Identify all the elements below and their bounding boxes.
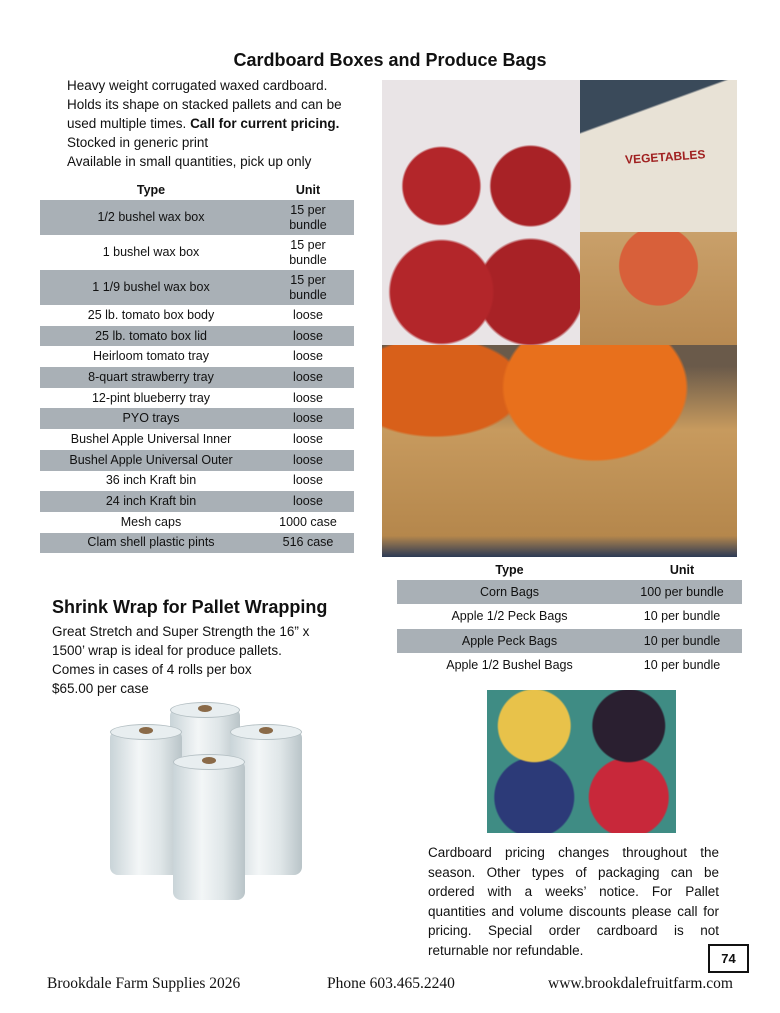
type-cell: Bushel Apple Universal Inner <box>70 431 232 446</box>
table-row <box>40 305 354 326</box>
type-cell: 1 1/9 bushel wax box <box>40 270 262 305</box>
unit-cell: loose <box>262 408 354 429</box>
table-row <box>40 471 354 492</box>
type-cell: 25 lb. tomato box body <box>87 307 215 322</box>
vegetable-boxes-photo <box>580 80 737 232</box>
footer-company: Brookdale Farm Supplies 2026 <box>47 975 241 992</box>
type-cell: Clam shell plastic pints <box>40 533 262 554</box>
table-row <box>40 512 354 533</box>
table-row <box>40 200 354 235</box>
intro-text <box>67 76 367 171</box>
col-header-type: Type <box>495 563 524 577</box>
unit-cell: loose <box>293 473 323 488</box>
boxes-table <box>40 180 354 553</box>
unit-cell: 10 per bundle <box>622 629 742 653</box>
unit-cell: 100 per bundle <box>622 580 742 604</box>
table-row <box>397 653 742 677</box>
footer-phone: Phone 603.465.2240 <box>327 975 455 992</box>
unit-cell: loose <box>262 450 354 471</box>
table-row <box>40 270 354 305</box>
type-cell: 1/2 bushel wax box <box>40 200 262 235</box>
unit-cell: 15 per bundle <box>262 200 354 235</box>
type-cell: Heirloom tomato tray <box>92 349 209 364</box>
berries-photo <box>487 690 676 833</box>
unit-cell: loose <box>262 491 354 512</box>
table-row <box>397 580 742 604</box>
col-header-unit: Unit <box>669 563 695 577</box>
table-row <box>40 346 354 367</box>
unit-cell: loose <box>293 349 323 364</box>
shrink-wrap-text <box>52 622 342 698</box>
table-row <box>40 408 354 429</box>
type-cell: PYO trays <box>40 408 262 429</box>
shrink-wrap-heading: Shrink Wrap for Pallet Wrapping <box>52 597 328 617</box>
unit-cell: 15 per bundle <box>262 270 354 305</box>
table-row <box>40 533 354 554</box>
type-cell: 8-quart strawberry tray <box>40 367 262 388</box>
table-row <box>40 450 354 471</box>
vegetables-box-label: VEGETABLES <box>624 147 706 167</box>
table-row <box>40 326 354 347</box>
shrink-wrap-rolls-photo <box>105 700 305 900</box>
intro-line: Heavy weight corrugated waxed cardboard. <box>67 78 328 93</box>
unit-cell: loose <box>293 390 323 405</box>
table-row <box>40 491 354 512</box>
type-cell: Mesh caps <box>120 514 182 529</box>
table-row <box>40 388 354 409</box>
intro-line: Stocked in generic print <box>67 135 209 150</box>
col-header-type: Type <box>136 183 166 197</box>
strawberries-photo <box>382 80 580 345</box>
type-cell: 25 lb. tomato box lid <box>40 326 262 347</box>
shrink-price: $65.00 per case <box>52 681 149 696</box>
unit-cell: loose <box>293 431 323 446</box>
call-pricing-text: Call for current pricing. <box>190 116 340 131</box>
intro-line: used multiple times. <box>67 116 191 131</box>
unit-cell: 1000 case <box>279 514 337 529</box>
table-row <box>397 604 742 628</box>
type-cell: Apple 1/2 Bushel Bags <box>446 658 573 673</box>
type-cell: Bushel Apple Universal Outer <box>40 450 262 471</box>
page-number: 74 <box>708 944 749 973</box>
table-row <box>40 429 354 450</box>
unit-cell: loose <box>262 367 354 388</box>
table-row <box>40 235 354 270</box>
bags-table <box>397 560 742 677</box>
col-header-unit: Unit <box>295 183 321 197</box>
unit-cell: loose <box>262 326 354 347</box>
unit-cell: 10 per bundle <box>643 609 721 624</box>
type-cell: 1 bushel wax box <box>102 245 200 259</box>
unit-cell: 15 per bundle <box>289 237 327 267</box>
shrink-line: Great Stretch and Super Strength the 16” x <box>52 624 310 639</box>
footer-website[interactable]: www.brookdalefruitfarm.com <box>548 975 733 992</box>
pricing-note: Cardboard pricing changes throughout the season. Other types of packaging can be ordered with a weeks’ notice. For Pallet quantities and volume discounts please call for pricing. Special order cardboard is not returnable nor refundable. <box>428 845 719 958</box>
table-row <box>397 629 742 653</box>
shrink-line: 1500’ wrap is ideal for produce pallets. <box>52 643 282 658</box>
page-title: Cardboard Boxes and Produce Bags <box>233 50 547 70</box>
type-cell: Apple 1/2 Peck Bags <box>451 609 568 624</box>
type-cell: 12-pint blueberry tray <box>91 390 211 405</box>
pumpkins-photo <box>382 345 737 557</box>
shrink-line: Comes in cases of 4 rolls per box <box>52 662 252 677</box>
type-cell: 24 inch Kraft bin <box>40 491 262 512</box>
type-cell: Apple Peck Bags <box>397 629 622 653</box>
unit-cell: 516 case <box>262 533 354 554</box>
unit-cell: loose <box>293 307 323 322</box>
table-row <box>40 367 354 388</box>
intro-line: Holds its shape on stacked pallets and can be <box>67 97 342 112</box>
type-cell: Corn Bags <box>397 580 622 604</box>
type-cell: 36 inch Kraft bin <box>105 473 197 488</box>
peaches-photo <box>580 232 737 345</box>
unit-cell: 10 per bundle <box>643 658 721 673</box>
intro-line: Available in small quantities, pick up only <box>67 154 312 169</box>
